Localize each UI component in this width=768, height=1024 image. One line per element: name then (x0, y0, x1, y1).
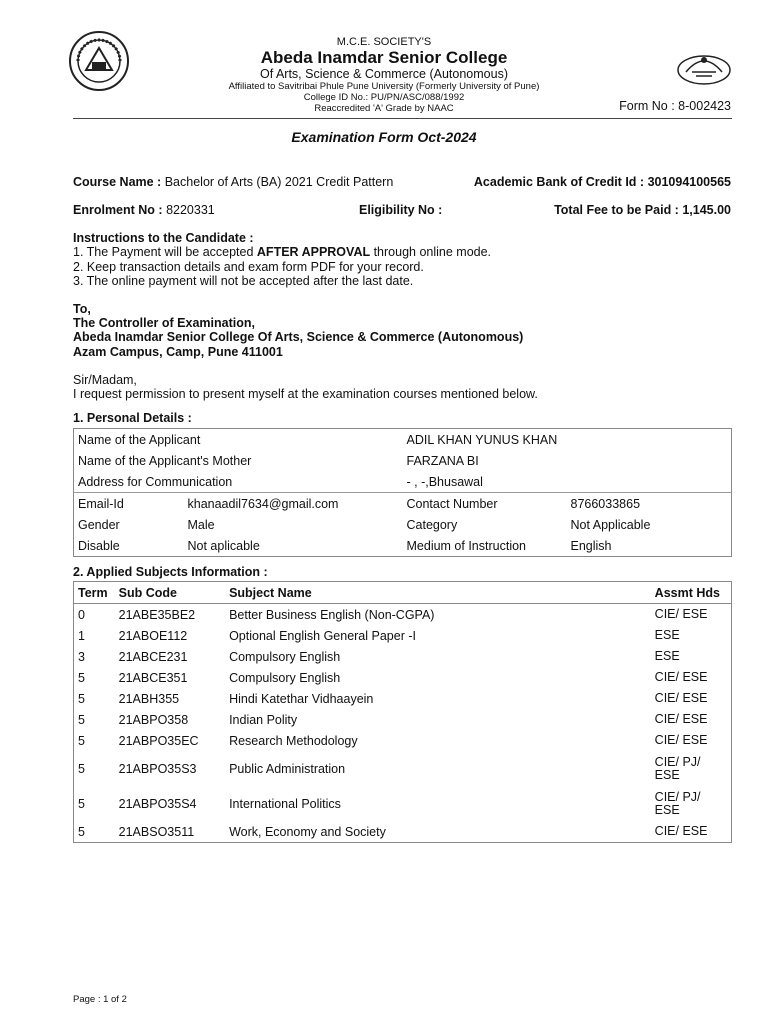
category-value: Not Applicable (570, 517, 651, 532)
assmt-cell: CIE/ ESE (654, 607, 708, 621)
term-cell: 5 (78, 761, 85, 776)
code-cell: 21ABPO35S3 (118, 761, 197, 776)
code-cell: 21ABPO358 (118, 712, 189, 727)
salutation: Sir/Madam, (73, 373, 137, 387)
assmt-cell: CIE/ ESE (654, 691, 708, 705)
abc-id-label: Academic Bank of Credit Id : (473, 175, 645, 189)
abc-id (474, 175, 731, 189)
subject-cell: Work, Economy and Society (229, 824, 386, 839)
total-fee-value: 1,145.00 (682, 203, 731, 217)
abc-id-value: 301094100565 (647, 175, 731, 189)
table-row (74, 493, 732, 515)
table-row (74, 450, 732, 471)
contact-label: Contact Number (403, 493, 567, 515)
code-cell: 21ABE35BE2 (118, 607, 196, 622)
table-row (74, 604, 732, 626)
table-row (74, 471, 732, 493)
subject-cell: Compulsory English (229, 649, 341, 664)
code-cell: 21ABSO3511 (118, 824, 195, 839)
table-row (74, 646, 732, 667)
applicant-label: Name of the Applicant (78, 432, 201, 447)
society-name: M.C.E. SOCIETY'S (336, 36, 432, 48)
table-row (74, 667, 732, 688)
page-number: Page : 1 of 2 (73, 994, 127, 1005)
table-header-row (74, 582, 732, 604)
instruction-3: 3. The online payment will not be accepted after the last date. (73, 274, 414, 288)
request-text: I request permission to present myself at the examination courses mentioned below. (73, 387, 538, 401)
category-label: Category (406, 517, 458, 532)
table-row (74, 514, 732, 535)
eligibility (359, 203, 442, 217)
subject-cell: Hindi Katethar Vidhaayein (229, 691, 374, 706)
enrolment (73, 203, 215, 217)
affiliation-line: Affiliated to Savitribai Phule Pune University (Formerly University of Pune) (228, 81, 540, 92)
instructions-heading: Instructions to the Candidate : (73, 231, 254, 245)
subjects-heading: 2. Applied Subjects Information : (73, 565, 268, 579)
course-name (73, 175, 393, 189)
assmt-cell: CIE/ ESE (654, 712, 708, 726)
code-cell: 21ABPO35EC (118, 733, 199, 748)
subject-cell: Indian Polity (229, 712, 298, 727)
table-row (74, 688, 732, 709)
assmt-cell: ESE (654, 628, 680, 642)
term-cell: 5 (78, 796, 85, 811)
total-fee (554, 203, 731, 217)
disable-value: Not aplicable (187, 538, 260, 553)
address-value: - , -,Bhusawal (406, 474, 483, 489)
code-cell: 21ABH355 (118, 691, 180, 706)
addressee-line-2: Abeda Inamdar Senior College Of Arts, Science & Commerce (Autonomous) (73, 330, 524, 344)
subjects-table (73, 581, 732, 843)
subject-cell: Public Administration (229, 761, 346, 776)
table-row (74, 786, 732, 821)
total-fee-label: Total Fee to be Paid : (554, 203, 679, 217)
addressee-to: To, (73, 302, 91, 316)
mother-label: Name of the Applicant's Mother (78, 453, 252, 468)
subject-cell: Compulsory English (229, 670, 341, 685)
term-cell: 5 (78, 691, 85, 706)
col-subject-name: Subject Name (225, 582, 651, 604)
personal-details-table (73, 428, 732, 557)
code-cell: 21ABCE351 (118, 670, 188, 685)
term-cell: 5 (78, 712, 85, 727)
code-cell: 21ABPO35S4 (118, 796, 197, 811)
gender-label: Gender (78, 517, 120, 532)
table-row (74, 751, 732, 786)
gender-value: Male (187, 517, 215, 532)
table-row (74, 625, 732, 646)
exam-title: Examination Form Oct-2024 (291, 129, 477, 145)
disable-label: Disable (78, 538, 120, 553)
assmt-cell: CIE/ ESE (654, 670, 708, 684)
medium-label: Medium of Instruction (406, 538, 526, 553)
table-row (74, 429, 732, 451)
term-cell: 5 (78, 733, 85, 748)
table-row (74, 709, 732, 730)
table-row (74, 821, 732, 843)
applicant-value: ADIL KHAN YUNUS KHAN (406, 432, 558, 447)
subject-cell: International Politics (229, 796, 341, 811)
col-assmt-hds: Assmt Hds (651, 582, 732, 604)
assmt-cell: ESE (654, 649, 680, 663)
col-sub-code: Sub Code (115, 582, 225, 604)
term-cell: 0 (78, 607, 85, 622)
assmt-cell: CIE/ ESE (654, 824, 708, 838)
addressee-line-1: The Controller of Examination, (73, 316, 255, 330)
college-name: Abeda Inamdar Senior College (260, 48, 508, 67)
enrolment-label: Enrolment No : (73, 203, 163, 217)
table-row (74, 535, 732, 557)
college-faculties: Of Arts, Science & Commerce (Autonomous) (259, 67, 508, 81)
term-cell: 1 (78, 628, 85, 643)
eligibility-label: Eligibility No : (359, 203, 443, 217)
instruction-2: 2. Keep transaction details and exam form PDF for your record. (73, 260, 424, 274)
enrolment-value: 8220331 (166, 203, 215, 217)
col-term: Term (74, 582, 115, 604)
table-row (74, 730, 732, 751)
header-divider (73, 118, 732, 119)
personal-details-heading: 1. Personal Details : (73, 411, 192, 425)
mother-value: FARZANA BI (406, 453, 479, 468)
assmt-cell: CIE/ PJ/ ESE (654, 789, 701, 817)
email-label: Email-Id (74, 493, 184, 515)
subject-cell: Research Methodology (229, 733, 358, 748)
term-cell: 5 (78, 824, 85, 839)
assmt-cell: CIE/ ESE (654, 733, 708, 747)
subject-cell: Optional English General Paper -I (229, 628, 416, 643)
term-cell: 3 (78, 649, 85, 664)
email-value: khanaadil7634@gmail.com (184, 493, 403, 515)
medium-value: English (570, 538, 612, 553)
code-cell: 21ABOE112 (118, 628, 188, 643)
course-name-value: Bachelor of Arts (BA) 2021 Credit Pattern (164, 175, 394, 189)
contact-value: 8766033865 (567, 493, 732, 515)
college-id: College ID No.: PU/PN/ASC/088/1992 (303, 92, 465, 103)
address-label: Address for Communication (78, 474, 233, 489)
accreditation-line: Reaccredited 'A' Grade by NAAC (314, 103, 454, 114)
form-number: Form No : 8-002423 (619, 99, 731, 113)
code-cell: 21ABCE231 (118, 649, 188, 664)
assmt-cell: CIE/ PJ/ ESE (654, 754, 701, 782)
term-cell: 5 (78, 670, 85, 685)
instruction-1 (73, 245, 491, 259)
addressee-line-3: Azam Campus, Camp, Pune 411001 (73, 345, 283, 359)
instruction-1-emphasis: AFTER APPROVAL (256, 245, 371, 259)
instruction-1-text: 1. The Payment will be accepted (73, 245, 257, 259)
course-name-label: Course Name : (73, 175, 162, 189)
instruction-1-tail: through online mode. (370, 245, 492, 259)
subject-cell: Better Business English (Non-CGPA) (229, 607, 435, 622)
